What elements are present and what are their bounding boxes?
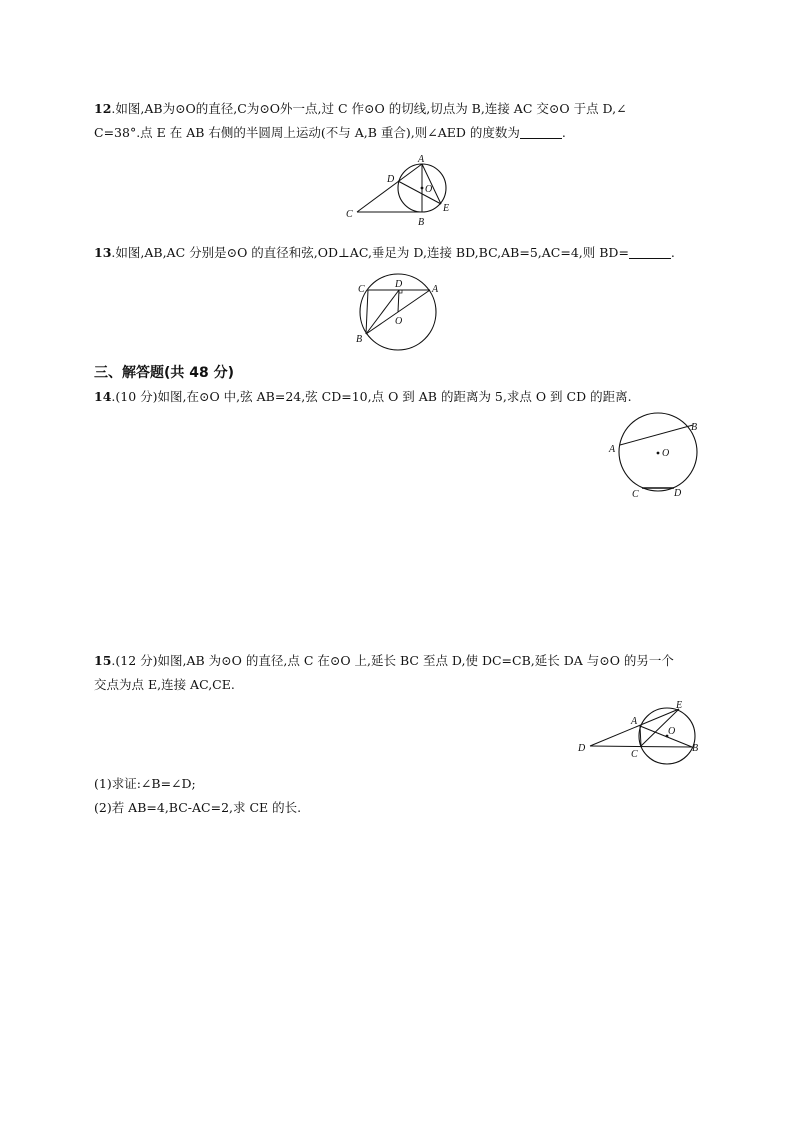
label-e: E [676,700,683,711]
question-text: .如图,AB为⊙O的直径,C为⊙O外一点,过 C 作⊙O 的切线,切点为 B,连接 AC 交⊙O 于点 D,∠ [111,101,627,116]
label-a: A [609,444,616,455]
label-b: B [692,743,699,754]
label-a: A [432,284,439,295]
label-a: A [631,716,638,727]
label-c: C [346,209,353,220]
line-de [398,181,441,204]
label-c: C [632,489,639,500]
label-e: E [443,203,450,214]
question-text: 交点为点 E,连接 AC,CE. [94,677,235,692]
label-o: O [425,184,433,195]
line-de [590,709,679,746]
question-number: 14 [94,389,112,404]
label-d: D [674,488,682,499]
question-text: .(12 分)如图,AB 为⊙O 的直径,点 C 在⊙O 上,延长 BC 至点 D,使 DC=CB,延长 DA 与⊙O 的另一个 [111,653,674,668]
line-ca [357,164,422,212]
question-number: 15 [94,653,112,668]
question-text: .(10 分)如图,在⊙O 中,弦 AB=24,弦 CD=10,点 O 到 AB 的距离为 5,求点 O 到 CD 的距离. [111,389,632,404]
question-12-line1 [94,97,704,121]
line-bd [366,290,399,334]
section-heading: 三、解答题(共 48 分) [94,365,235,381]
label-o: O [662,448,670,459]
question-text: .如图,AB,AC 分别是⊙O 的直径和弦,OD⊥AC,垂足为 D,连接 BD,BC,AB=5,AC=4,则 BD= [111,245,629,260]
question-end: . [561,125,566,140]
question-13-figure [350,272,450,352]
line-bc [366,290,368,334]
center-point [657,452,660,455]
question-12-line2 [94,121,704,145]
label-d: D [578,743,586,754]
label-b: B [691,422,698,433]
answer-blank[interactable] [629,246,671,259]
question-13 [94,241,704,265]
question-15-figure [574,698,704,768]
question-number: 13 [94,245,112,260]
label-c: C [358,284,365,295]
line-db [590,746,692,747]
question-12 [94,97,704,145]
label-o: O [395,316,403,327]
question-15-line2 [94,673,704,697]
question-number: 12 [94,101,112,116]
label-d: D [395,279,403,290]
label-o: O [668,726,676,737]
chord-ab [620,425,693,445]
question-13-line1 [94,241,704,265]
question-15-part1: (1)求证:∠B=∠D; [94,776,196,791]
question-14-line1 [94,385,704,409]
question-14-figure [604,412,704,502]
center-point [421,187,424,190]
question-12-figure [340,150,460,230]
label-c: C [631,749,638,760]
question-end: . [670,245,675,260]
label-a: A [418,154,425,165]
question-14 [94,385,704,409]
question-15-line1 [94,649,704,673]
question-text: C=38°.点 E 在 AB 右侧的半圆周上运动(不与 A,B 重合),则∠AED 的度数为 [94,125,520,140]
question-15-parts [94,772,704,820]
label-b: B [418,217,425,228]
question-15 [94,649,704,697]
answer-blank[interactable] [520,126,562,139]
question-15-part2: (2)若 AB=4,BC-AC=2,求 CE 的长. [94,800,302,815]
label-d: D [387,174,395,185]
label-b: B [356,334,363,345]
